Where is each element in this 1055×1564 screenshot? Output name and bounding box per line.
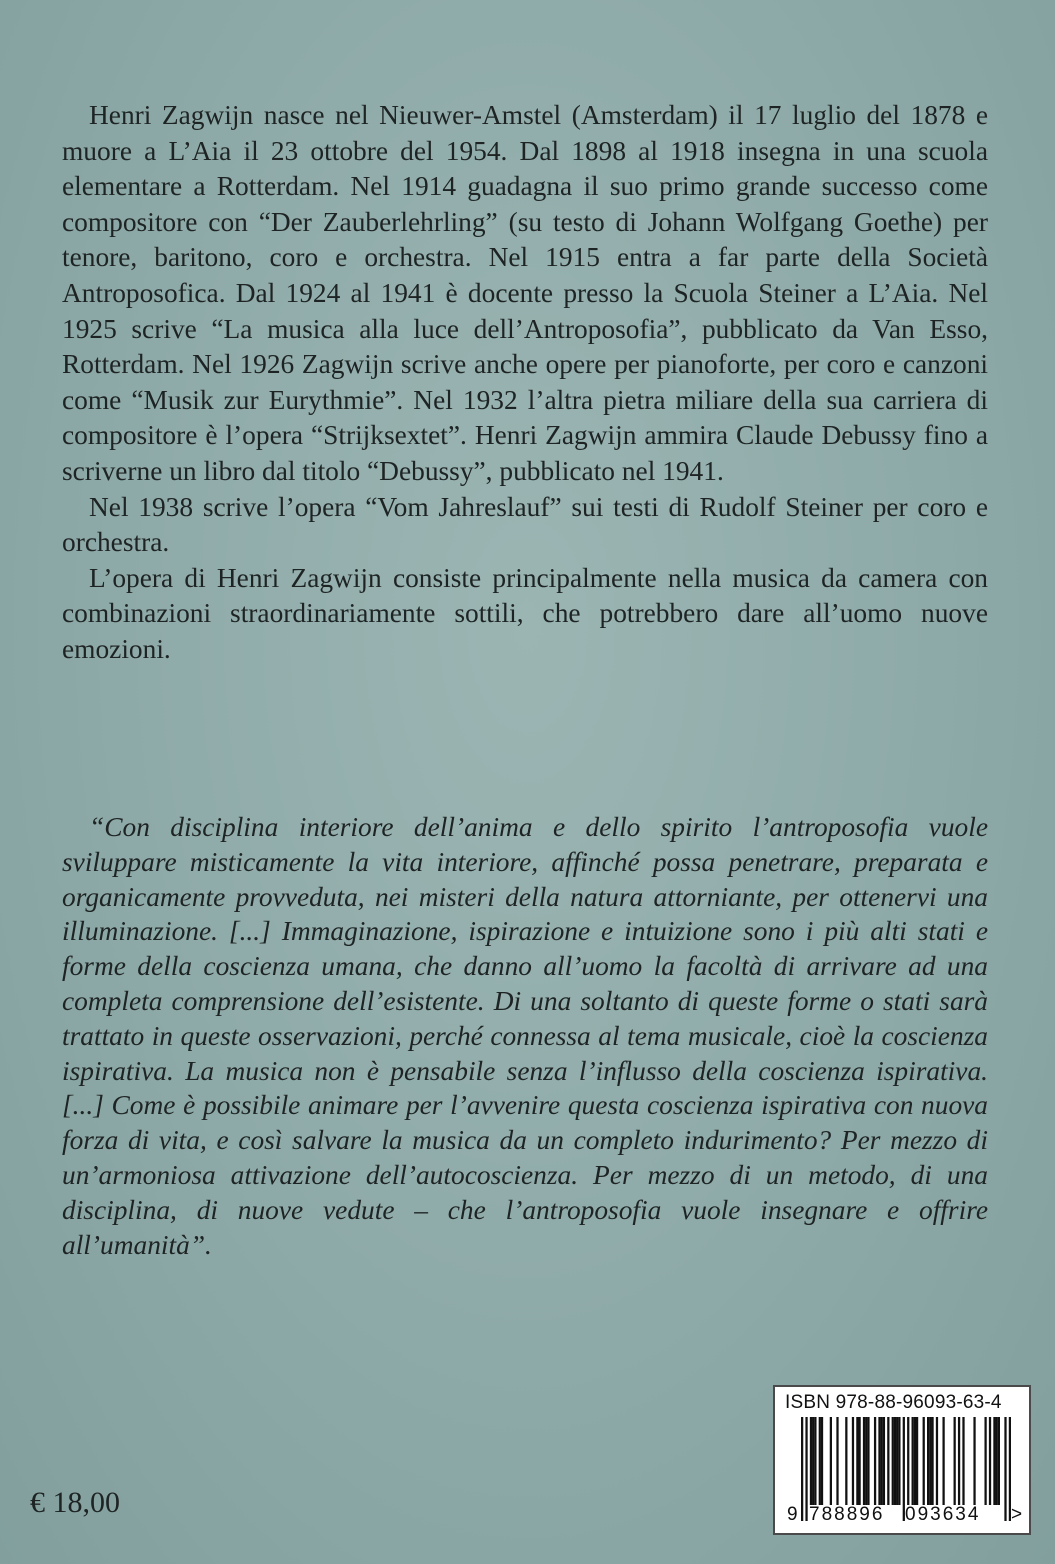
barcode-bar [989,1417,991,1505]
barcode-bar [867,1417,869,1505]
barcode-bar [993,1417,995,1505]
barcode-bar [821,1417,823,1505]
barcode-bar [923,1417,925,1505]
barcode-bar [858,1417,860,1505]
quote-block [62,810,988,1262]
barcode-bar [810,1417,812,1505]
barcode-bar [874,1417,876,1505]
barcode-bar [912,1417,914,1505]
barcode-bar [881,1417,883,1505]
barcode-bar [836,1417,838,1505]
barcode-bar [865,1417,867,1505]
barcode-bar [936,1417,938,1505]
barcode-right-digits: 093634 [905,1504,981,1525]
isbn-number: ISBN 978-88-96093-63-4 [785,1392,1002,1413]
barcode-bar [814,1417,816,1505]
barcode-bar [894,1417,896,1505]
barcode-bar [996,1417,998,1505]
barcode-bar [954,1417,956,1505]
barcode-bar [883,1417,885,1505]
price-label: € 18,00 [30,1486,120,1519]
barcode-bar [830,1417,832,1505]
barcode-digits [775,1501,1029,1531]
barcode-bar [863,1417,865,1505]
barcode-bar [942,1417,944,1505]
barcode-bar [931,1417,933,1505]
barcode-bar [998,1417,1000,1505]
quote-text: “Con disciplina interiore dell’anima e dello spirito l’antroposofia vuole sviluppare misticamente la vita interiore, affinché possa penetrare, preparata e organicamente provveduta, nei misteri della natura attorniante, per ottenervi una illuminazione. [...] Immaginazione, ispirazione e intuizione sono i più alti stati e forme della coscienza umana, che danno all’uomo la facoltà di arrivare ad una completa comprensione dell’esistente. Di una soltanto di queste forme o stati sarà trattato in queste osservazioni, perché connessa al tema musicale, cioè la coscienza ispirativa. La musica non è pensabile senza l’influsso della coscienza ispirativa. [...] Come è possibile animare per l’avvenire questa coscienza ispirativa con nuova forza di vita, e così salvare la musica da un completo indurimento? Per mezzo di un’armoniosa attivazione dell’autocoscienza. Per mezzo di un metodo, di una disciplina, di nuove vedute – che l’antroposofia vuole insegnare e offrire all’umanità”. [62,812,988,1260]
barcode-arrow: > [1011,1504,1023,1525]
barcode-bar [914,1417,916,1505]
barcode-bar [984,1417,986,1505]
barcode-bar [856,1417,858,1505]
biography-text [62,98,988,668]
barcode-bar [887,1417,889,1505]
barcode-bar [819,1417,821,1505]
barcode-bar [916,1417,918,1505]
barcode-left-digits: 788896 [809,1504,885,1525]
barcode-bar [896,1417,898,1505]
isbn-barcode [773,1385,1031,1535]
barcode-bar [962,1417,964,1505]
barcode-lead-digit: 9 [787,1504,798,1525]
barcode-bar [878,1417,880,1505]
barcode-bar [892,1417,894,1505]
barcode-bar [973,1417,975,1505]
barcode-bar [958,1417,960,1505]
barcode-bar [852,1417,854,1505]
biography-paragraph-2: Nel 1938 scrive l’opera “Vom Jahreslauf” sui testi di Rudolf Steiner per coro e orchestra. [62,491,988,558]
barcode-bar [898,1417,900,1505]
barcode-bar [845,1417,847,1505]
barcode-bar [927,1417,929,1505]
biography-paragraph-1: Henri Zagwijn nasce nel Nieuwer-Amstel (Amsterdam) il 17 luglio del 1878 e muore a L’Aia il 23 ottobre del 1954. Dal 1898 al 1918 insegna in una scuola elementare a Rotterdam. Nel 1914 guadagna il suo primo grande successo come compositore con “Der Zauberlehrling” (su testo di Johann Wolfgang Goethe) per tenore, baritono, coro e orchestra. Nel 1915 entra a far parte della Società Antroposofica. Dal 1924 al 1941 è docente presso la Scuola Steiner a L’Aia. Nel 1925 scrive “La musica alla luce dell’Antroposofia”, pubblicato da Van Esso, Rotterdam. Nel 1926 Zagwijn scrive anche opere per pianoforte, per coro e canzoni come “Musik zur Eurythmie”. Nel 1932 l’altra pietra miliare della sua carriera di compositore è l’opera “Strijksextet”. Henri Zagwijn ammira Claude Debussy fino a scriverne un libro dal titolo “Debussy”, pubblicato nel 1941. [62,100,988,486]
barcode-bar [812,1417,814,1505]
biography-paragraph-3: L’opera di Henri Zagwijn consiste principalmente nella musica da camera con combinazioni straordinariamente sottili, che potrebbero dare all’uomo nuove emozioni. [62,562,988,664]
barcode-bar [929,1417,931,1505]
